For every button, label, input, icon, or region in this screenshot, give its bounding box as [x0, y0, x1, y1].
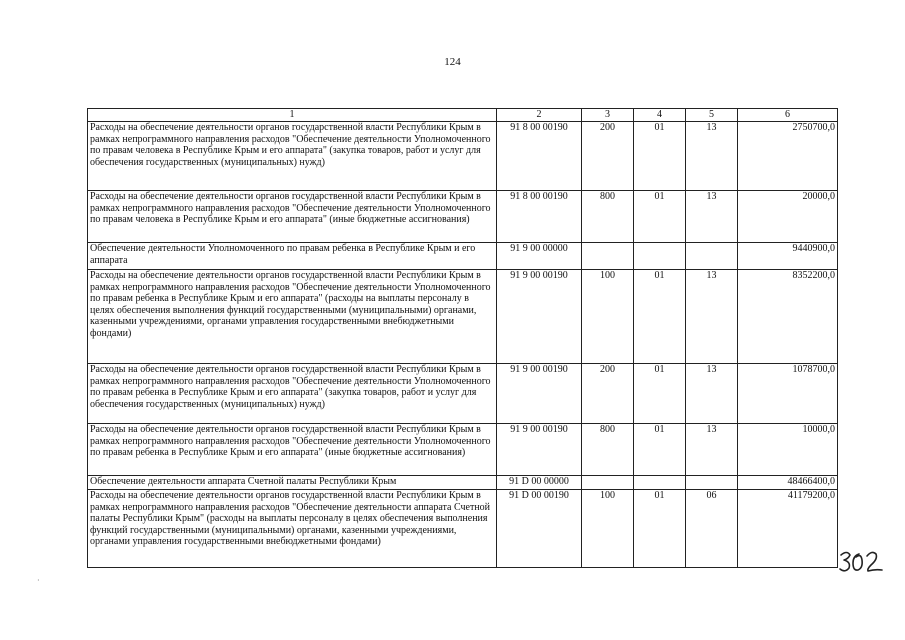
- header-col-5: 5: [686, 109, 738, 122]
- row-description: Расходы на обеспечение деятельности органов государственной власти Республики Крым в рамках непрограммного направления расходов "Обеспечение деятельности Уполномоченного по правам ребенка в Республике Крым и его аппарата" (иные бюджетные ассигнования): [88, 424, 497, 476]
- row-subsection: [686, 476, 738, 490]
- header-col-1: 1: [88, 109, 497, 122]
- header-row: [88, 109, 838, 122]
- row-amount: 48466400,0: [738, 476, 838, 490]
- page-number: 124: [444, 56, 461, 68]
- row-subsection: 13: [686, 424, 738, 476]
- header-col-4: 4: [634, 109, 686, 122]
- row-description: Обеспечение деятельности аппарата Счетной палаты Республики Крым: [88, 476, 497, 490]
- row-subsection: 06: [686, 490, 738, 568]
- budget-table: [87, 108, 838, 568]
- row-code: 91 9 00 00190: [497, 424, 582, 476]
- table-row: [88, 191, 838, 243]
- row-expense-type: 200: [582, 364, 634, 424]
- row-section: 01: [634, 424, 686, 476]
- row-description: Расходы на обеспечение деятельности органов государственной власти Республики Крым в рамках непрограммного направления расходов "Обеспечение деятельности Уполномоченного по правам ребенка в Республике Крым и его аппарата" (закупка товаров, работ и услуг для обеспечения государственных (муниципальных) нужд): [88, 364, 497, 424]
- header-col-3: 3: [582, 109, 634, 122]
- row-expense-type: 800: [582, 191, 634, 243]
- row-amount: 8352200,0: [738, 270, 838, 364]
- row-amount: 41179200,0: [738, 490, 838, 568]
- row-subsection: 13: [686, 270, 738, 364]
- row-expense-type: [582, 243, 634, 270]
- row-description: Расходы на обеспечение деятельности органов государственной власти Республики Крым в рамках непрограммного направления расходов "Обеспечение деятельности Уполномоченного по правам человека в Республике Крым и его аппарата" (иные бюджетные ассигнования): [88, 191, 497, 243]
- row-description: Расходы на обеспечение деятельности органов государственной власти Республики Крым в рамках непрограммного направления расходов "Обеспечение деятельности Уполномоченного по правам ребенка в Республике Крым и его аппарата" (расходы на выплаты персоналу в целях обеспечения выполнения функций государственными (муниципальными) органами, казенными учреждениями, органами управления государственными внебюджетными фондами): [88, 270, 497, 364]
- row-code: 91 8 00 00190: [497, 191, 582, 243]
- row-section: 01: [634, 191, 686, 243]
- row-subsection: 13: [686, 122, 738, 191]
- row-expense-type: 100: [582, 270, 634, 364]
- row-code: 91 9 00 00000: [497, 243, 582, 270]
- row-subsection: [686, 243, 738, 270]
- table-row: [88, 424, 838, 476]
- row-section: [634, 243, 686, 270]
- row-expense-type: [582, 476, 634, 490]
- row-section: [634, 476, 686, 490]
- table-row: [88, 270, 838, 364]
- row-section: 01: [634, 270, 686, 364]
- table-row: [88, 476, 838, 490]
- row-description: Расходы на обеспечение деятельности органов государственной власти Республики Крым в рамках непрограммного направления расходов "Обеспечение деятельности аппарата Счетной палаты Республики Крым" (расходы на выплаты персоналу в целях обеспечения выполнения функций государственными (муниципальными) органами, казенными учреждениями, органами управления государственными внебюджетными фондами): [88, 490, 497, 568]
- row-amount: 1078700,0: [738, 364, 838, 424]
- header-col-6: 6: [738, 109, 838, 122]
- row-code: 91 8 00 00190: [497, 122, 582, 191]
- row-description: Расходы на обеспечение деятельности органов государственной власти Республики Крым в рамках непрограммного направления расходов "Обеспечение деятельности Уполномоченного по правам человека в Республике Крым и его аппарата" (закупка товаров, работ и услуг для обеспечения государственных (муниципальных) нужд): [88, 122, 497, 191]
- row-code: 91 9 00 00190: [497, 364, 582, 424]
- row-expense-type: 100: [582, 490, 634, 568]
- header-col-2: 2: [497, 109, 582, 122]
- row-subsection: 13: [686, 191, 738, 243]
- row-section: 01: [634, 122, 686, 191]
- row-code: 91 9 00 00190: [497, 270, 582, 364]
- row-expense-type: 200: [582, 122, 634, 191]
- table-row: [88, 364, 838, 424]
- row-code: 91 D 00 00000: [497, 476, 582, 490]
- table-row: [88, 490, 838, 568]
- row-amount: 2750700,0: [738, 122, 838, 191]
- row-section: 01: [634, 364, 686, 424]
- row-amount: 10000,0: [738, 424, 838, 476]
- row-amount: 20000,0: [738, 191, 838, 243]
- row-section: 01: [634, 490, 686, 568]
- row-code: 91 D 00 00190: [497, 490, 582, 568]
- row-subsection: 13: [686, 364, 738, 424]
- row-description: Обеспечение деятельности Уполномоченного по правам ребенка в Республике Крым и его аппарата: [88, 243, 497, 270]
- handwritten-mark-icon: [838, 548, 884, 576]
- table-row: [88, 243, 838, 270]
- row-expense-type: 800: [582, 424, 634, 476]
- table-row: [88, 122, 838, 191]
- margin-mark: ·: [37, 576, 40, 585]
- row-amount: 9440900,0: [738, 243, 838, 270]
